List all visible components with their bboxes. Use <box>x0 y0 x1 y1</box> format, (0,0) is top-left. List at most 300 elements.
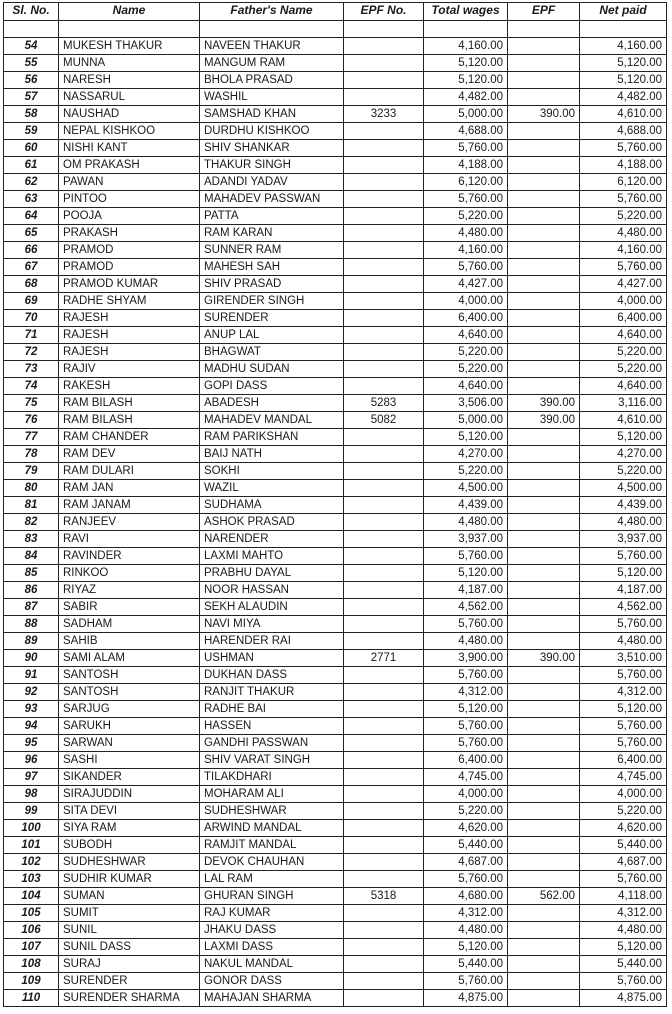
header-total-wages: Total wages <box>424 3 508 21</box>
cell-epf <box>508 922 580 939</box>
cell-epf <box>508 72 580 89</box>
cell-epf <box>508 990 580 1007</box>
cell-epf-no: 5283 <box>344 395 424 412</box>
cell-fathers-name: THAKUR SINGH <box>200 157 344 174</box>
cell-epf <box>508 973 580 990</box>
cell-epf <box>508 701 580 718</box>
cell-epf <box>508 514 580 531</box>
cell-sl-no: 74 <box>4 378 59 395</box>
cell-total-wages: 4,620.00 <box>424 820 508 837</box>
cell-name: SUNIL DASS <box>59 939 200 956</box>
cell-epf <box>508 769 580 786</box>
cell-epf <box>508 242 580 259</box>
cell-fathers-name: PRABHU DAYAL <box>200 565 344 582</box>
cell-epf <box>508 327 580 344</box>
cell-total-wages: 5,760.00 <box>424 140 508 157</box>
cell-sl-no: 97 <box>4 769 59 786</box>
cell-name: SANTOSH <box>59 684 200 701</box>
cell-total-wages: 5,760.00 <box>424 616 508 633</box>
table-row <box>4 480 667 497</box>
cell-epf <box>508 905 580 922</box>
cell-sl-no: 67 <box>4 259 59 276</box>
cell-epf <box>508 956 580 973</box>
cell-net-paid: 5,760.00 <box>580 667 667 684</box>
cell-epf <box>508 191 580 208</box>
cell-epf-no <box>344 599 424 616</box>
cell-fathers-name: MAHAJAN SHARMA <box>200 990 344 1007</box>
cell-epf-no: 5082 <box>344 412 424 429</box>
cell-epf <box>508 259 580 276</box>
cell-epf-no: 3233 <box>344 106 424 123</box>
cell-net-paid: 5,220.00 <box>580 463 667 480</box>
cell-name: RADHE SHYAM <box>59 293 200 310</box>
cell-fathers-name: ANUP LAL <box>200 327 344 344</box>
cell-total-wages: 6,400.00 <box>424 752 508 769</box>
cell-name: RAM DEV <box>59 446 200 463</box>
cell-epf-no <box>344 854 424 871</box>
cell-total-wages: 4,688.00 <box>424 123 508 140</box>
cell-epf <box>508 786 580 803</box>
cell-fathers-name: DUKHAN DASS <box>200 667 344 684</box>
cell-name: RAM JANAM <box>59 497 200 514</box>
table-row <box>4 310 667 327</box>
cell-total-wages: 5,000.00 <box>424 412 508 429</box>
cell-total-wages: 4,187.00 <box>424 582 508 599</box>
cell-name: SUNIL <box>59 922 200 939</box>
cell-epf: 390.00 <box>508 412 580 429</box>
cell-fathers-name: RAM PARIKSHAN <box>200 429 344 446</box>
cell-total-wages: 5,220.00 <box>424 361 508 378</box>
cell-name: RAM DULARI <box>59 463 200 480</box>
cell-sl-no: 93 <box>4 701 59 718</box>
cell-total-wages: 5,120.00 <box>424 565 508 582</box>
cell-name: RAM JAN <box>59 480 200 497</box>
cell-epf-no <box>344 939 424 956</box>
cell-epf-no <box>344 497 424 514</box>
cell-net-paid: 5,760.00 <box>580 191 667 208</box>
table-row <box>4 803 667 820</box>
cell-net-paid: 4,480.00 <box>580 514 667 531</box>
cell-net-paid: 4,640.00 <box>580 378 667 395</box>
cell-fathers-name: GIRENDER SINGH <box>200 293 344 310</box>
cell-fathers-name: MADHU SUDAN <box>200 361 344 378</box>
cell-total-wages: 4,480.00 <box>424 514 508 531</box>
table-row <box>4 888 667 905</box>
table-row <box>4 55 667 72</box>
table-row <box>4 718 667 735</box>
cell-epf-no <box>344 208 424 225</box>
table-row <box>4 922 667 939</box>
cell-epf-no <box>344 820 424 837</box>
cell-net-paid: 4,187.00 <box>580 582 667 599</box>
cell-epf <box>508 123 580 140</box>
table-row <box>4 157 667 174</box>
cell-net-paid: 5,220.00 <box>580 361 667 378</box>
cell-net-paid: 3,116.00 <box>580 395 667 412</box>
cell-fathers-name: ABADESH <box>200 395 344 412</box>
spacer-cell <box>200 21 344 38</box>
table-row <box>4 939 667 956</box>
cell-name: NAUSHAD <box>59 106 200 123</box>
cell-epf <box>508 939 580 956</box>
cell-net-paid: 5,760.00 <box>580 548 667 565</box>
cell-sl-no: 62 <box>4 174 59 191</box>
cell-fathers-name: RAJ KUMAR <box>200 905 344 922</box>
cell-sl-no: 83 <box>4 531 59 548</box>
cell-net-paid: 5,760.00 <box>580 973 667 990</box>
cell-net-paid: 4,000.00 <box>580 786 667 803</box>
cell-fathers-name: GONOR DASS <box>200 973 344 990</box>
cell-sl-no: 68 <box>4 276 59 293</box>
cell-name: SARWAN <box>59 735 200 752</box>
cell-net-paid: 4,688.00 <box>580 123 667 140</box>
cell-fathers-name: NARENDER <box>200 531 344 548</box>
spacer-cell <box>580 21 667 38</box>
cell-epf <box>508 752 580 769</box>
cell-epf <box>508 497 580 514</box>
cell-sl-no: 109 <box>4 973 59 990</box>
cell-net-paid: 5,120.00 <box>580 939 667 956</box>
cell-total-wages: 4,500.00 <box>424 480 508 497</box>
cell-epf-no <box>344 786 424 803</box>
cell-name: RAJESH <box>59 310 200 327</box>
cell-fathers-name: GANDHI PASSWAN <box>200 735 344 752</box>
cell-name: RAM BILASH <box>59 412 200 429</box>
cell-total-wages: 5,760.00 <box>424 718 508 735</box>
cell-net-paid: 4,500.00 <box>580 480 667 497</box>
cell-net-paid: 4,160.00 <box>580 242 667 259</box>
cell-net-paid: 6,120.00 <box>580 174 667 191</box>
cell-fathers-name: SURENDER <box>200 310 344 327</box>
cell-epf <box>508 480 580 497</box>
cell-sl-no: 72 <box>4 344 59 361</box>
cell-name: SUMAN <box>59 888 200 905</box>
table-row <box>4 106 667 123</box>
cell-epf <box>508 616 580 633</box>
cell-epf-no <box>344 837 424 854</box>
cell-total-wages: 5,120.00 <box>424 701 508 718</box>
cell-sl-no: 75 <box>4 395 59 412</box>
cell-total-wages: 5,440.00 <box>424 956 508 973</box>
cell-sl-no: 59 <box>4 123 59 140</box>
cell-fathers-name: MAHESH SAH <box>200 259 344 276</box>
header-sl-no: Sl. No. <box>4 3 59 21</box>
cell-name: RAJESH <box>59 327 200 344</box>
cell-fathers-name: NAVI MIYA <box>200 616 344 633</box>
cell-fathers-name: LAXMI DASS <box>200 939 344 956</box>
cell-name: PRAMOD <box>59 259 200 276</box>
cell-name: SUDHIR KUMAR <box>59 871 200 888</box>
cell-name: SARUKH <box>59 718 200 735</box>
cell-name: SIYA RAM <box>59 820 200 837</box>
cell-epf <box>508 633 580 650</box>
table-row <box>4 667 667 684</box>
cell-sl-no: 81 <box>4 497 59 514</box>
cell-net-paid: 5,760.00 <box>580 871 667 888</box>
cell-sl-no: 66 <box>4 242 59 259</box>
cell-net-paid: 5,440.00 <box>580 956 667 973</box>
cell-fathers-name: PATTA <box>200 208 344 225</box>
cell-fathers-name: DURDHU KISHKOO <box>200 123 344 140</box>
table-row <box>4 344 667 361</box>
cell-name: OM PRAKASH <box>59 157 200 174</box>
cell-sl-no: 98 <box>4 786 59 803</box>
cell-epf <box>508 667 580 684</box>
cell-epf <box>508 871 580 888</box>
cell-total-wages: 5,760.00 <box>424 259 508 276</box>
cell-fathers-name: JHAKU DASS <box>200 922 344 939</box>
cell-net-paid: 4,270.00 <box>580 446 667 463</box>
cell-net-paid: 5,120.00 <box>580 72 667 89</box>
cell-epf-no <box>344 463 424 480</box>
cell-net-paid: 4,480.00 <box>580 225 667 242</box>
cell-total-wages: 5,000.00 <box>424 106 508 123</box>
cell-total-wages: 4,640.00 <box>424 378 508 395</box>
cell-sl-no: 100 <box>4 820 59 837</box>
cell-epf-no <box>344 718 424 735</box>
cell-epf <box>508 599 580 616</box>
table-row <box>4 463 667 480</box>
cell-fathers-name: GHURAN SINGH <box>200 888 344 905</box>
cell-fathers-name: NAKUL MANDAL <box>200 956 344 973</box>
cell-net-paid: 5,220.00 <box>580 344 667 361</box>
spacer-cell <box>4 21 59 38</box>
cell-epf <box>508 310 580 327</box>
cell-total-wages: 5,120.00 <box>424 55 508 72</box>
table-row <box>4 208 667 225</box>
cell-epf <box>508 803 580 820</box>
table-row <box>4 259 667 276</box>
cell-total-wages: 6,120.00 <box>424 174 508 191</box>
cell-sl-no: 73 <box>4 361 59 378</box>
cell-epf-no <box>344 310 424 327</box>
cell-total-wages: 4,427.00 <box>424 276 508 293</box>
cell-sl-no: 108 <box>4 956 59 973</box>
cell-total-wages: 4,680.00 <box>424 888 508 905</box>
cell-total-wages: 5,220.00 <box>424 344 508 361</box>
cell-total-wages: 4,000.00 <box>424 786 508 803</box>
cell-total-wages: 4,312.00 <box>424 905 508 922</box>
cell-epf-no <box>344 871 424 888</box>
cell-epf-no <box>344 259 424 276</box>
cell-epf: 390.00 <box>508 395 580 412</box>
cell-fathers-name: RANJIT THAKUR <box>200 684 344 701</box>
cell-total-wages: 4,480.00 <box>424 922 508 939</box>
cell-epf-no <box>344 616 424 633</box>
cell-name: NASSARUL <box>59 89 200 106</box>
cell-net-paid: 5,220.00 <box>580 208 667 225</box>
cell-epf <box>508 293 580 310</box>
cell-epf-no <box>344 480 424 497</box>
cell-epf <box>508 344 580 361</box>
spacer-cell <box>59 21 200 38</box>
cell-name: MUKESH THAKUR <box>59 38 200 55</box>
table-row <box>4 701 667 718</box>
cell-epf <box>508 89 580 106</box>
cell-total-wages: 4,687.00 <box>424 854 508 871</box>
cell-epf-no <box>344 701 424 718</box>
cell-epf-no <box>344 174 424 191</box>
cell-name: NEPAL KISHKOO <box>59 123 200 140</box>
cell-epf-no: 5318 <box>344 888 424 905</box>
cell-epf <box>508 225 580 242</box>
cell-epf <box>508 854 580 871</box>
cell-sl-no: 99 <box>4 803 59 820</box>
cell-net-paid: 5,760.00 <box>580 259 667 276</box>
cell-epf-no <box>344 752 424 769</box>
cell-epf-no <box>344 531 424 548</box>
table-row <box>4 582 667 599</box>
cell-epf <box>508 208 580 225</box>
table-row <box>4 38 667 55</box>
spacer-cell <box>424 21 508 38</box>
cell-epf <box>508 837 580 854</box>
cell-total-wages: 4,480.00 <box>424 225 508 242</box>
cell-sl-no: 57 <box>4 89 59 106</box>
table-row <box>4 735 667 752</box>
cell-fathers-name: ARWIND MANDAL <box>200 820 344 837</box>
cell-net-paid: 4,620.00 <box>580 820 667 837</box>
cell-fathers-name: HARENDER RAI <box>200 633 344 650</box>
cell-sl-no: 64 <box>4 208 59 225</box>
cell-sl-no: 101 <box>4 837 59 854</box>
cell-name: PRAKASH <box>59 225 200 242</box>
table-row <box>4 361 667 378</box>
cell-sl-no: 86 <box>4 582 59 599</box>
spacer-cell <box>508 21 580 38</box>
table-row <box>4 854 667 871</box>
cell-net-paid: 5,440.00 <box>580 837 667 854</box>
cell-epf-no <box>344 361 424 378</box>
table-row <box>4 956 667 973</box>
cell-fathers-name: ADANDI YADAV <box>200 174 344 191</box>
cell-total-wages: 5,760.00 <box>424 871 508 888</box>
cell-epf-no <box>344 803 424 820</box>
cell-fathers-name: RAM KARAN <box>200 225 344 242</box>
cell-epf-no <box>344 582 424 599</box>
cell-name: SARJUG <box>59 701 200 718</box>
cell-name: RAM CHANDER <box>59 429 200 446</box>
cell-name: SABIR <box>59 599 200 616</box>
cell-sl-no: 56 <box>4 72 59 89</box>
cell-total-wages: 5,120.00 <box>424 429 508 446</box>
cell-epf-no <box>344 973 424 990</box>
cell-sl-no: 104 <box>4 888 59 905</box>
cell-epf <box>508 55 580 72</box>
cell-net-paid: 6,400.00 <box>580 752 667 769</box>
cell-epf <box>508 276 580 293</box>
cell-epf <box>508 446 580 463</box>
cell-name: RAM BILASH <box>59 395 200 412</box>
table-row <box>4 191 667 208</box>
cell-epf-no <box>344 123 424 140</box>
cell-epf-no <box>344 922 424 939</box>
cell-total-wages: 4,160.00 <box>424 242 508 259</box>
table-row <box>4 990 667 1007</box>
cell-name: SAMI ALAM <box>59 650 200 667</box>
wage-register-sheet <box>3 2 666 1007</box>
cell-fathers-name: GOPI DASS <box>200 378 344 395</box>
cell-net-paid: 4,875.00 <box>580 990 667 1007</box>
cell-net-paid: 4,482.00 <box>580 89 667 106</box>
cell-epf-no <box>344 735 424 752</box>
cell-total-wages: 5,120.00 <box>424 72 508 89</box>
header-fathers-name: Father's Name <box>200 3 344 21</box>
cell-fathers-name: NOOR HASSAN <box>200 582 344 599</box>
cell-fathers-name: BHOLA PRASAD <box>200 72 344 89</box>
cell-net-paid: 5,120.00 <box>580 429 667 446</box>
table-row <box>4 123 667 140</box>
table-row <box>4 429 667 446</box>
cell-net-paid: 5,120.00 <box>580 565 667 582</box>
table-row <box>4 548 667 565</box>
cell-name: SURENDER <box>59 973 200 990</box>
cell-fathers-name: RADHE BAI <box>200 701 344 718</box>
cell-sl-no: 107 <box>4 939 59 956</box>
cell-total-wages: 4,562.00 <box>424 599 508 616</box>
cell-sl-no: 94 <box>4 718 59 735</box>
cell-fathers-name: SHIV VARAT SINGH <box>200 752 344 769</box>
cell-sl-no: 110 <box>4 990 59 1007</box>
cell-net-paid: 4,480.00 <box>580 633 667 650</box>
cell-net-paid: 5,760.00 <box>580 140 667 157</box>
cell-total-wages: 4,160.00 <box>424 38 508 55</box>
cell-epf <box>508 361 580 378</box>
cell-fathers-name: WAZIL <box>200 480 344 497</box>
header-net-paid: Net paid <box>580 3 667 21</box>
cell-total-wages: 3,506.00 <box>424 395 508 412</box>
cell-name: SUBODH <box>59 837 200 854</box>
cell-epf-no <box>344 769 424 786</box>
cell-epf <box>508 174 580 191</box>
header-epf: EPF <box>508 3 580 21</box>
table-row <box>4 905 667 922</box>
cell-sl-no: 80 <box>4 480 59 497</box>
cell-fathers-name: MAHADEV PASSWAN <box>200 191 344 208</box>
table-row <box>4 633 667 650</box>
cell-epf-no <box>344 242 424 259</box>
cell-name: RAJESH <box>59 344 200 361</box>
cell-epf-no <box>344 89 424 106</box>
cell-epf-no <box>344 157 424 174</box>
cell-fathers-name: USHMAN <box>200 650 344 667</box>
table-row <box>4 650 667 667</box>
cell-total-wages: 6,400.00 <box>424 310 508 327</box>
cell-fathers-name: LAXMI MAHTO <box>200 548 344 565</box>
cell-net-paid: 3,510.00 <box>580 650 667 667</box>
cell-fathers-name: BHAGWAT <box>200 344 344 361</box>
cell-epf-no <box>344 905 424 922</box>
cell-sl-no: 105 <box>4 905 59 922</box>
cell-total-wages: 4,875.00 <box>424 990 508 1007</box>
cell-sl-no: 79 <box>4 463 59 480</box>
cell-epf <box>508 157 580 174</box>
cell-name: RIYAZ <box>59 582 200 599</box>
cell-sl-no: 61 <box>4 157 59 174</box>
cell-epf-no <box>344 38 424 55</box>
cell-sl-no: 90 <box>4 650 59 667</box>
cell-fathers-name: SUDHESHWAR <box>200 803 344 820</box>
cell-name: RAKESH <box>59 378 200 395</box>
cell-name: NISHI KANT <box>59 140 200 157</box>
cell-fathers-name: NAVEEN THAKUR <box>200 38 344 55</box>
cell-sl-no: 70 <box>4 310 59 327</box>
table-row <box>4 412 667 429</box>
cell-sl-no: 71 <box>4 327 59 344</box>
cell-epf <box>508 463 580 480</box>
cell-epf <box>508 582 580 599</box>
cell-epf-no <box>344 378 424 395</box>
